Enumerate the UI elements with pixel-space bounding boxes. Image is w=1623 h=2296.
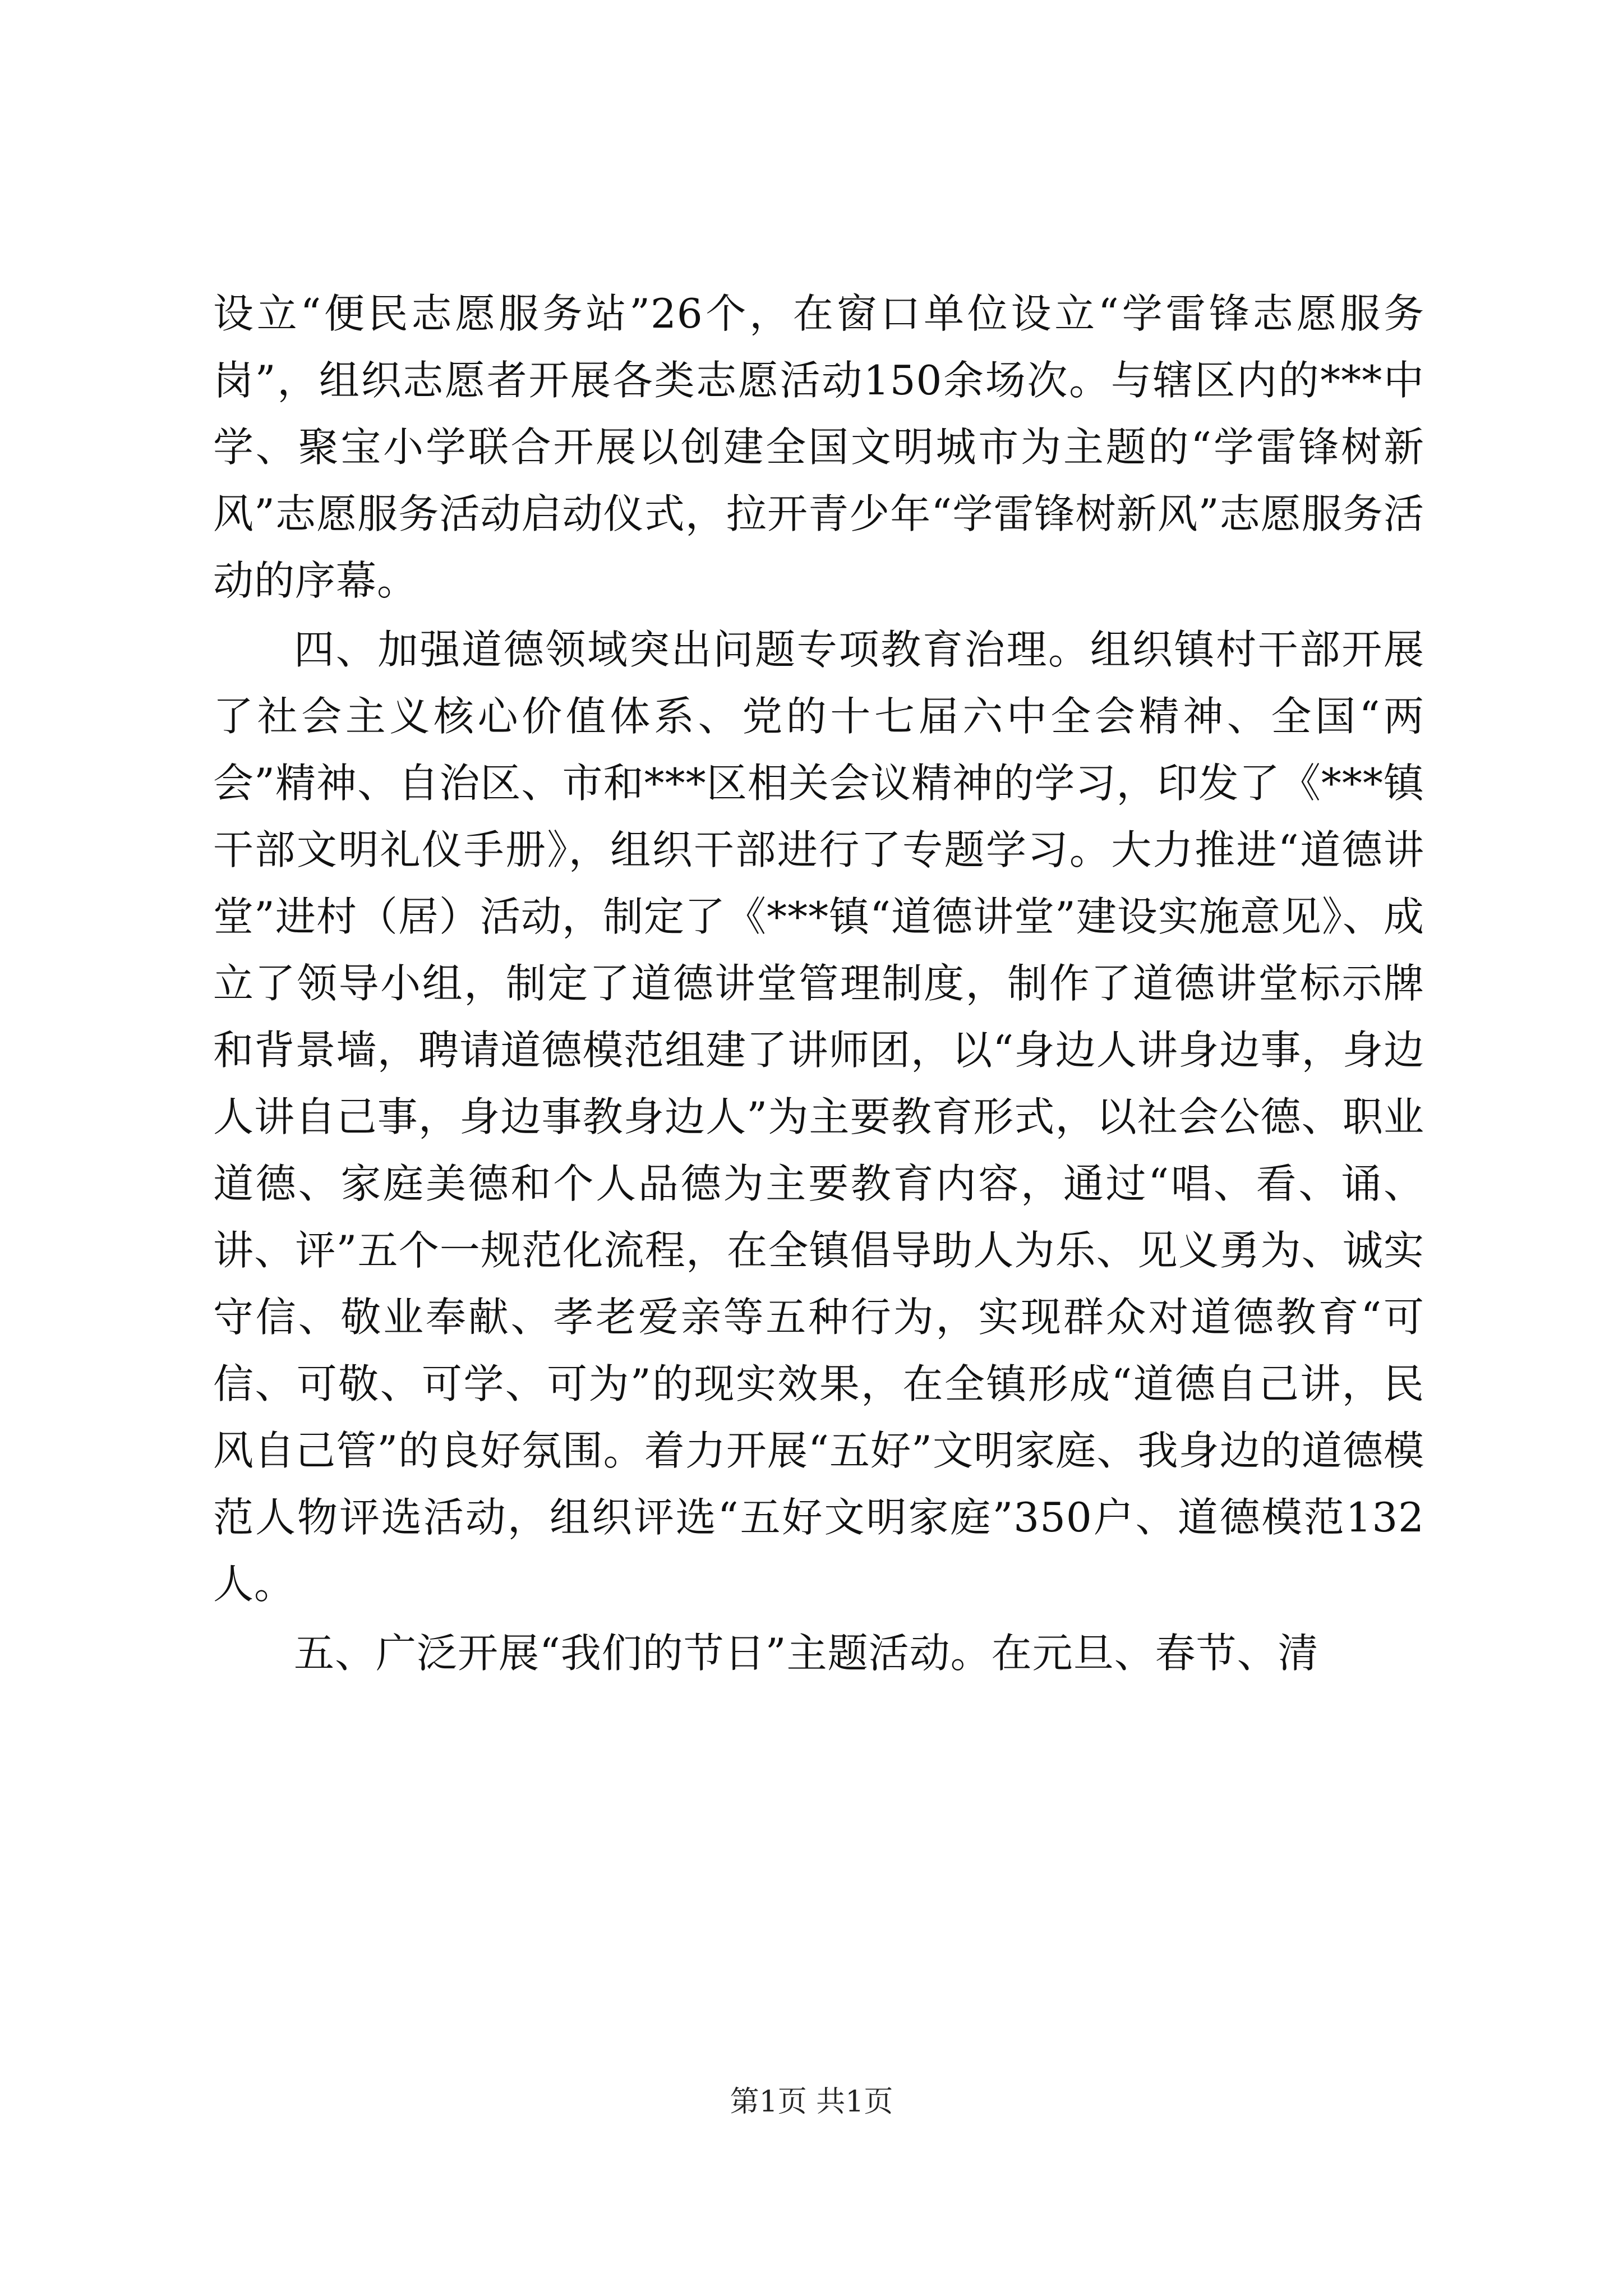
page-number-label: 第1页 共1页	[730, 2085, 893, 2119]
paragraph-section-four: 四、加强道德领域突出问题专项教育治理。组织镇村干部开展了社会主义核心价值体系、党的十七届六中全会精神、全国“两会”精神、自治区、市和***区相关会议精神的学习，印发了《***镇干部文明礼仪手册》，组织干部进行了专题学习。大力推进“道德讲堂”进村（居）活动，制定了《***镇“道德讲堂”建设实施意见》、成立了领导小组，制定了道德讲堂管理制度，制作了道德讲堂标示牌和背景墙，聘请道德模范组建了讲师团，以“身边人讲身边事，身边人讲自己事，身边事教身边人”为主要教育形式，以社会公德、职业道德、家庭美德和个人品德为主要教育内容，通过“唱、看、诵、讲、评”五个一规范化流程，在全镇倡导助人为乐、见义勇为、诚实守信、敬业奉献、孝老爱亲等五种行为，实现群众对道德教育“可信、可敬、可学、可为”的现实效果，在全镇形成“道德自己讲，民风自己管”的良好氛围。着力开展“五好”文明家庭、我身边的道德模范人物评选活动，组织评选“五好文明家庭”350户、道德模范132人。	[213, 626, 1424, 1608]
paragraph-continuation: 设立“便民志愿服务站”26个，在窗口单位设立“学雷锋志愿服务岗”，组织志愿者开展各类志愿活动150余场次。与辖区内的***中学、聚宝小学联合开展以创建全国文明城市为主题的“学雷锋树新风”志愿服务活动启动仪式，拉开青少年“学雷锋树新风”志愿服务活动的序幕。	[213, 290, 1424, 604]
document-body	[213, 280, 1424, 1687]
page-footer	[0, 2082, 1623, 2122]
paragraph-section-five: 五、广泛开展“我们的节日”主题活动。在元旦、春节、清	[294, 1630, 1319, 1677]
